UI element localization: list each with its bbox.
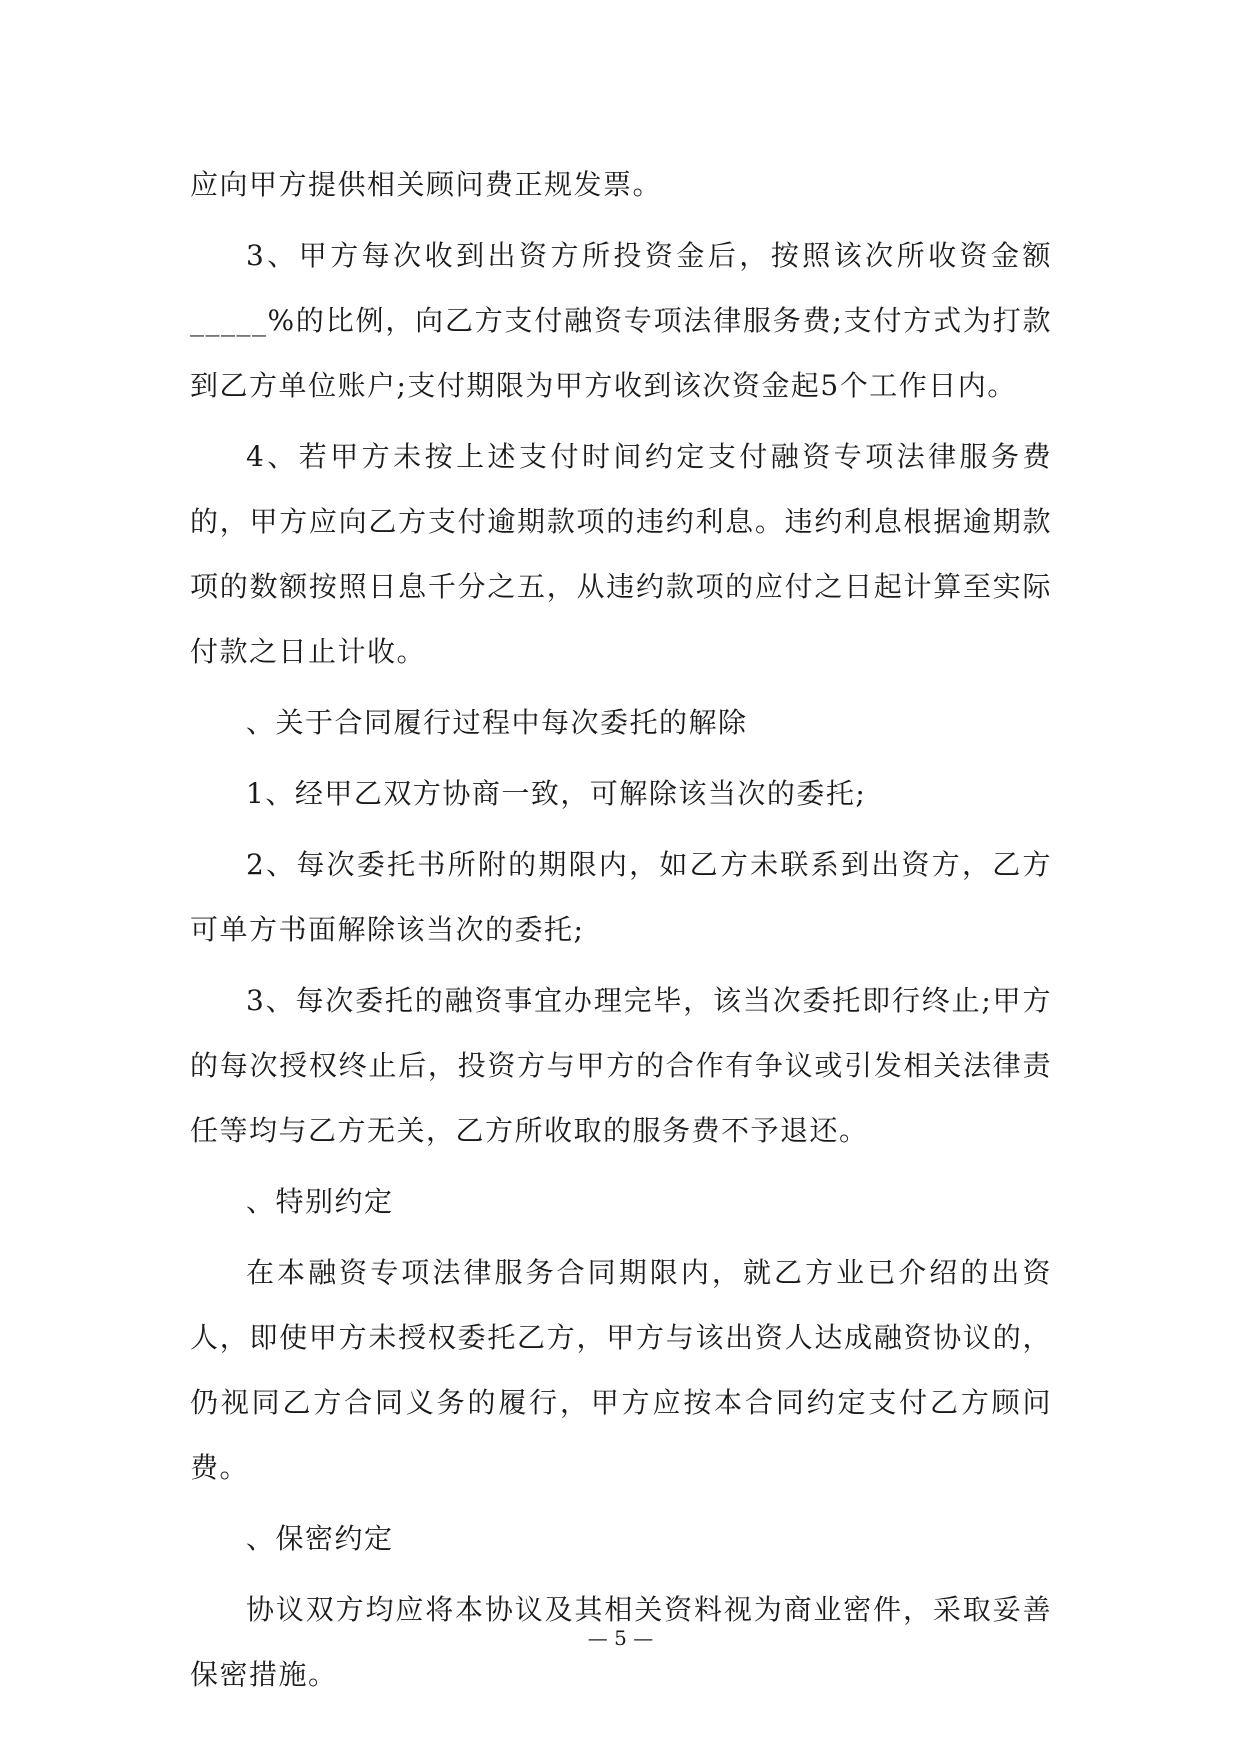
paragraph-11: 协议双方均应将本协议及其相关资料视为商业密件，采取妥善保密措施。: [190, 1593, 1052, 1691]
paragraph-3: 4、若甲方未按上述支付时间约定支付融资专项法律服务费的，甲方应向乙方支付逾期款项的违约利息。违约利息根据逾期款项的数额按照日息千分之五，从违约款项的应付之日起计算至实际付款之日止计收。: [190, 440, 1052, 668]
page-number: — 5 —: [587, 1626, 654, 1650]
paragraph-1: 应向甲方提供相关顾问费正规发票。: [190, 168, 663, 201]
paragraph-5: 1、经甲乙双方协商一致，可解除该当次的委托;: [246, 777, 867, 810]
section-heading-confidentiality: 、保密约定: [246, 1522, 394, 1555]
section-heading-special-terms: 、特别约定: [246, 1185, 394, 1218]
paragraph-9: 在本融资专项法律服务合同期限内，就乙方业已介绍的出资人，即使甲方未授权委托乙方，甲方与该出资人达成融资协议的，仍视同乙方合同义务的履行，甲方应按本合同约定支付乙方顾问费。: [190, 1256, 1052, 1484]
section-heading-termination: 、关于合同履行过程中每次委托的解除: [246, 706, 748, 739]
document-body: [190, 152, 1052, 1713]
paragraph-2: 3、甲方每次收到出资方所投资金后，按照该次所收资金额_____%的比例，向乙方支付融资专项法律服务费;支付方式为打款到乙方单位账户;支付期限为甲方收到该次资金起5个工作日内。: [190, 239, 1052, 402]
paragraph-6: 2、每次委托书所附的期限内，如乙方未联系到出资方，乙方可单方书面解除该当次的委托;: [190, 848, 1052, 946]
paragraph-7: 3、每次委托的融资事宜办理完毕，该当次委托即行终止;甲方的每次授权终止后，投资方与甲方的合作有争议或引发相关法律责任等均与乙方无关，乙方所收取的服务费不予退还。: [190, 984, 1052, 1147]
